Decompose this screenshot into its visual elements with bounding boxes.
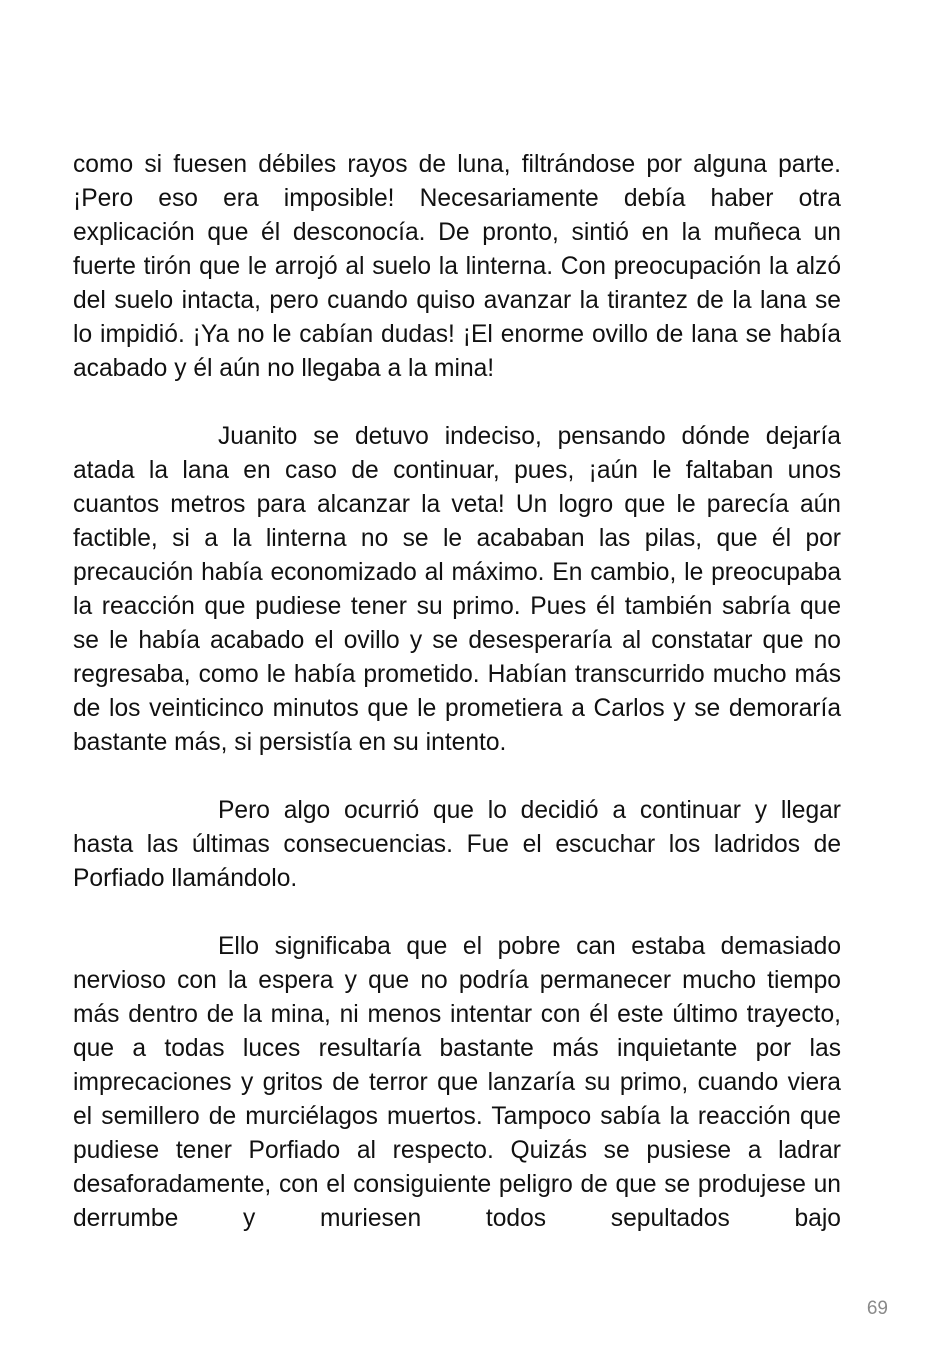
paragraph-3: Pero algo ocurrió que lo decidió a continuar y llegar hasta las últimas consecuencias. Fue el escuchar los ladridos de Porfiado llamándolo. bbox=[73, 797, 841, 892]
paragraph-4: Ello significaba que el pobre can estaba demasiado nervioso con la espera y que no podría permanecer mucho tiempo más dentro de la mina, ni menos intentar con él este último trayecto, que a todas luces resultaría bastante más inquietante por las imprecaciones y gritos de terror que lanzaría su primo, cuando viera el semillero de murciélagos muertos. Tampoco sabía la reacción que pudiese tener Porfiado al respecto. Quizás se pusiese a ladrar desaforadamente, con el consiguiente peligro de que se produjese un derrumbe y muriesen todos sepultados bajo bbox=[73, 933, 841, 1232]
body-text bbox=[73, 148, 841, 1236]
paragraph-1: como si fuesen débiles rayos de luna, filtrándose por alguna parte. ¡Pero eso era imposible! Necesariamente debía haber otra explicación que él desconocía. De pronto, sintió en la muñeca un fuerte tirón que le arrojó al suelo la linterna. Con preocupación la alzó del suelo intacta, pero cuando quiso avanzar la tirantez de la lana se lo impidió. ¡Ya no le cabían dudas! ¡El enorme ovillo de lana se había acabado y él aún no llegaba a la mina! bbox=[73, 151, 841, 382]
page-number: 69 bbox=[866, 1298, 888, 1319]
paragraph-2: Juanito se detuvo indeciso, pensando dónde dejaría atada la lana en caso de continuar, pues, ¡aún le faltaban unos cuantos metros para alcanzar la veta! Un logro que le parecía aún factible, si a la linterna no se le acababan las pilas, que él por precaución había economizado al máximo. En cambio, le preocupaba la reacción que pudiese tener su primo. Pues él también sabría que se le había acabado el ovillo y se desesperaría al constatar que no regresaba, como le había prometido. Habían transcurrido mucho más de los veinticinco minutos que le prometiera a Carlos y se demoraría bastante más, si persistía en su intento. bbox=[73, 423, 841, 756]
